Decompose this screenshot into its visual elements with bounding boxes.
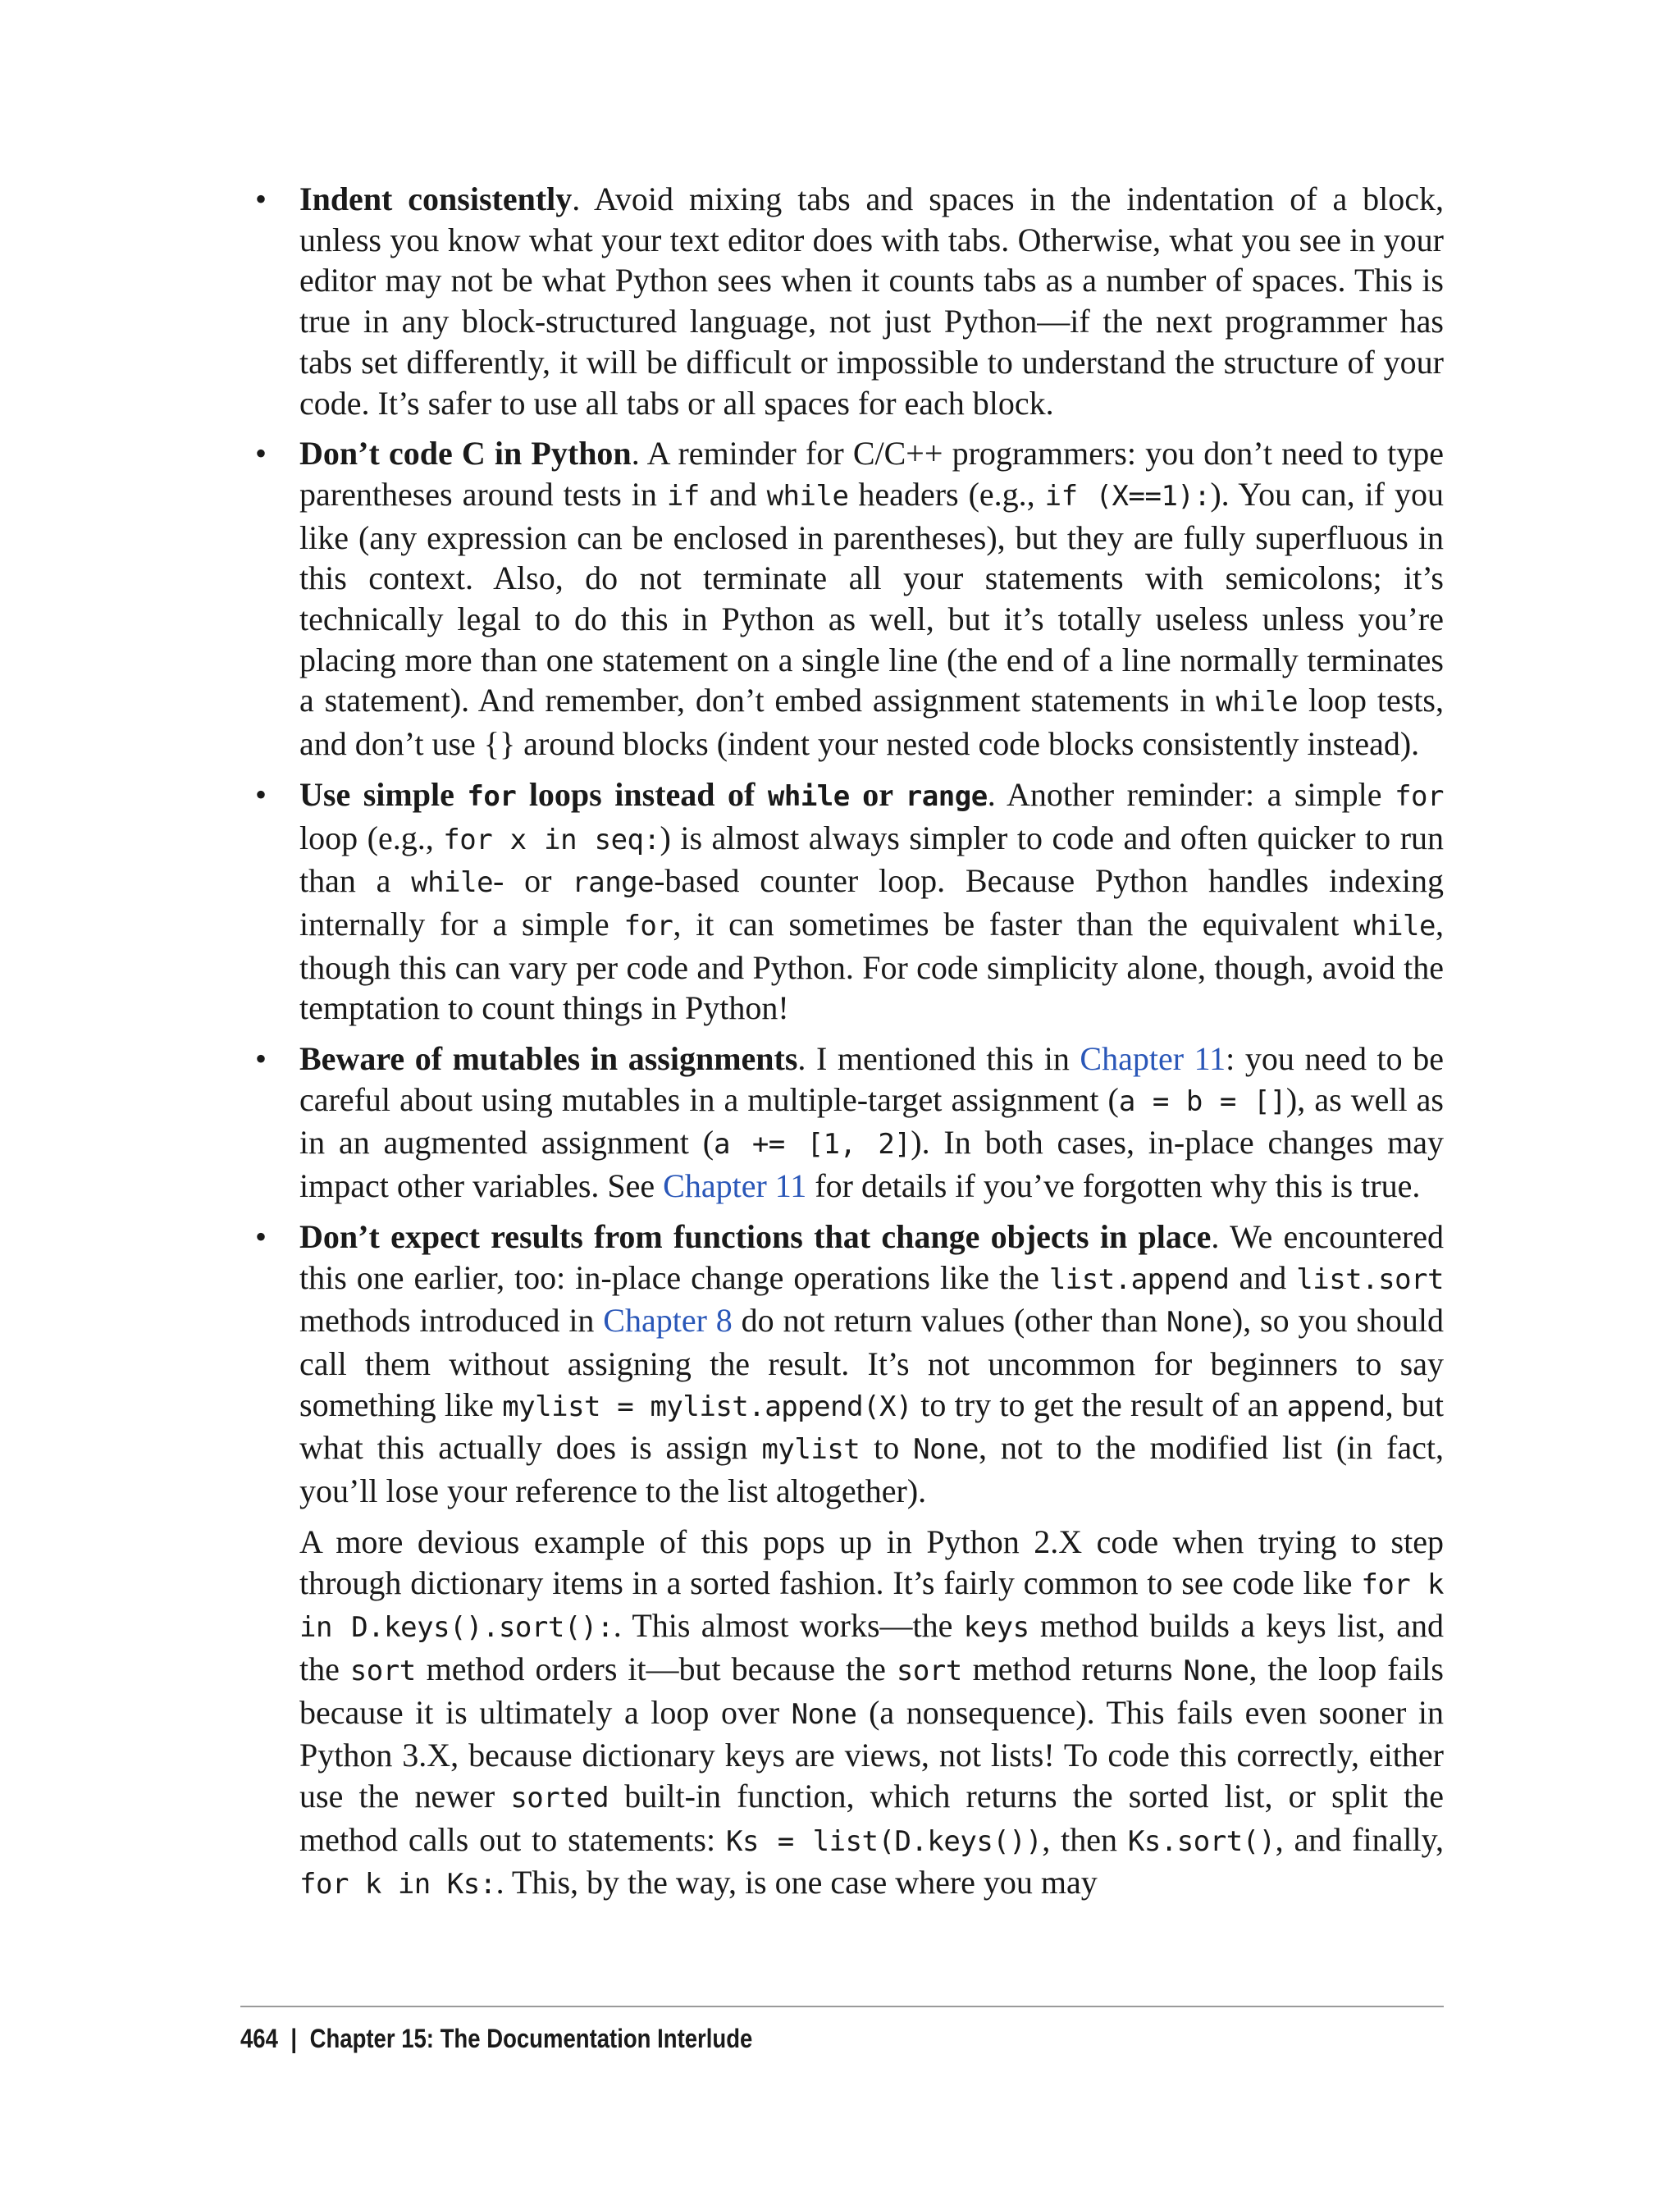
text: built-in function, which returns the sorted list, or split the method calls out to statements:: [299, 1778, 1444, 1858]
list-item-dont-code-c: [250, 433, 1444, 765]
text: ), as well as in an augmented assignment (: [299, 1080, 1445, 1162]
inline-code: for: [1395, 779, 1444, 813]
text: . We encountered this one earlier, too: in-place change operations like the: [299, 1217, 1445, 1296]
text: do not return values (other than: [732, 1302, 1166, 1340]
inline-code: a = b = []: [1118, 1084, 1286, 1118]
bullet-icon: •: [255, 1040, 267, 1078]
text: , it can sometimes be faster than the equivalent: [673, 905, 1354, 943]
inline-code: while: [1354, 909, 1436, 943]
paragraph: [299, 774, 1444, 1029]
item-heading: Indent consistently: [299, 180, 573, 217]
text: method returns: [961, 1650, 1184, 1687]
inline-code: None: [913, 1433, 979, 1467]
paragraph: [299, 1217, 1444, 1512]
inline-code: append: [1286, 1390, 1386, 1423]
chapter-8-link[interactable]: Chapter 8: [603, 1302, 733, 1340]
inline-code: Ks.sort(): [1127, 1824, 1276, 1858]
inline-code: for k in Ks:: [299, 1868, 496, 1901]
inline-code: None: [1183, 1654, 1249, 1687]
text: for details if you’ve forgotten why this is true.: [806, 1167, 1421, 1205]
inline-code: mylist: [761, 1433, 861, 1467]
inline-code: a += [1, 2]: [714, 1128, 911, 1162]
inline-code: None: [791, 1697, 857, 1731]
inline-code: for k in D.keys().sort():: [299, 1568, 1444, 1645]
text: headers (e.g.,: [848, 475, 1045, 513]
inline-code: keys: [963, 1611, 1029, 1645]
inline-code: while: [766, 479, 849, 513]
text: : you need to be careful about using mutables in a multiple-target assignment (: [299, 1040, 1444, 1118]
inline-code: while: [767, 779, 850, 813]
inline-code: None: [1166, 1306, 1232, 1340]
item-heading: [299, 776, 988, 813]
text: to: [860, 1429, 914, 1467]
paragraph: [299, 179, 1444, 423]
inline-code: if: [666, 479, 700, 513]
chapter-11-link[interactable]: Chapter 11: [663, 1167, 807, 1205]
page-number: 464: [240, 2024, 278, 2053]
page-footer: [240, 2006, 1444, 2054]
paragraph: [299, 1039, 1444, 1207]
inline-code: mylist = mylist.append(X): [502, 1390, 912, 1423]
text: ) is almost always simpler to code and often quicker to run than a: [299, 819, 1445, 900]
text: ). You can, if you like (any expression can be enclosed in parentheses), but they are fully superfluous in this context. Also, do not terminate all your statements with semicolons; it’s technically legal to do this in Python as well, but it’s totally useless unless you’re placing more than one statement on a single line (the end of a line normally terminates a statement). And remember, don’t embed assignment statements in: [299, 475, 1444, 719]
inline-code: for: [623, 909, 673, 943]
text: , though this can vary per code and Python. For code simplicity alone, though, avoid the temptation to count things in Python!: [299, 905, 1444, 1027]
text: (a nonsequence). This fails even sooner in Python 3.X, because dictionary keys are views, not lists! To code this correctly, either use the newer: [299, 1693, 1444, 1815]
text: , but what this actually does is assign: [299, 1386, 1444, 1467]
text: . This, by the way, is one case where you may: [495, 1864, 1098, 1901]
inline-code: while: [411, 866, 494, 900]
text: methods introduced in: [299, 1302, 604, 1340]
inline-code: sorted: [510, 1782, 609, 1815]
bullet-icon: •: [255, 775, 267, 813]
text: or: [849, 775, 906, 813]
text: , then: [1042, 1820, 1128, 1858]
list-item-indent-consistently: [250, 179, 1444, 423]
running-footer: [240, 2024, 1276, 2054]
text: . Another reminder: a simple: [987, 775, 1395, 813]
text: . I mentioned this in: [797, 1040, 1080, 1078]
list-item-in-place-results: [250, 1217, 1444, 1512]
list-item-simple-for-loops: [250, 774, 1444, 1029]
inline-code: for x in seq:: [443, 823, 660, 856]
text: Use simple: [299, 775, 468, 813]
text: , the loop fails because it is ultimately a loop over: [299, 1650, 1444, 1731]
inline-code: while: [1216, 686, 1299, 719]
item-heading: Beware of mutables in assignments: [299, 1040, 798, 1078]
inline-code: list.append: [1048, 1262, 1230, 1296]
chapter-11-link[interactable]: Chapter 11: [1080, 1040, 1226, 1078]
text: . A reminder for C/C++ programmers: you don’t need to type parentheses around tests in: [299, 435, 1444, 513]
inline-code: range: [905, 779, 988, 813]
text: loop (e.g.,: [299, 819, 444, 856]
text: and: [699, 475, 767, 513]
bullet-icon: •: [255, 1217, 267, 1255]
inline-code: sort: [349, 1654, 416, 1687]
text: method builds a keys list, and the: [299, 1607, 1444, 1687]
inline-code: if (X==1):: [1044, 479, 1211, 513]
inline-code: range: [572, 866, 655, 900]
inline-code: sort: [896, 1654, 962, 1687]
inline-code: Ks = list(D.keys()): [725, 1824, 1043, 1858]
text: - or: [493, 862, 573, 900]
text: A more devious example of this pops up in Python 2.X code when trying to step through dictionary items in a sorted fashion. It’s fairly common to see code like: [299, 1522, 1444, 1601]
text: loops instead of: [516, 775, 768, 813]
text: . This almost works—the: [613, 1607, 964, 1645]
inline-code: for: [467, 779, 517, 813]
text: . Avoid mixing tabs and spaces in the indentation of a block, unless you know what your text editor does with tabs. Otherwise, what you see in your editor may not be what Python sees when it counts tabs as a number of spaces. This is true in any block-structured language, not just Python—if the next programmer has tabs set differently, it will be difficult or impossible to understand the structure of your code. It’s safer to use all tabs or all spaces for each block.: [299, 180, 1444, 422]
text: loop tests, and don’t use {} around blocks (indent your nested code blocks consistently instead).: [299, 682, 1444, 763]
text: method orders it—but because the: [415, 1650, 897, 1687]
inline-code: list.sort: [1296, 1262, 1444, 1296]
text: , and finally,: [1275, 1820, 1444, 1858]
bullet-icon: •: [255, 435, 267, 472]
text: ). In both cases, in-place changes may impact other variables. See: [299, 1124, 1445, 1205]
item-heading: Don’t expect results from functions that change objects in place: [299, 1217, 1212, 1255]
footer-separator: |: [290, 2024, 298, 2053]
text: , not to the modified list (in fact, you’ll lose your reference to the list altogether).: [299, 1429, 1444, 1510]
text: -based counter loop. Because Python handles indexing internally for a simple: [299, 862, 1445, 943]
item-heading: Don’t code C in Python: [299, 435, 632, 472]
footer-rule: [240, 2006, 1444, 2007]
list-item-mutables: [250, 1039, 1444, 1207]
text: to try to get the result of an: [911, 1386, 1287, 1423]
continuation-paragraph: [250, 1522, 1444, 1906]
text: ), so you should call them without assigning the result. It’s not uncommon for beginners to say something like: [299, 1302, 1444, 1423]
bullet-icon: •: [255, 180, 267, 217]
chapter-title: Chapter 15: The Documentation Interlude: [309, 2024, 753, 2053]
page-body: [250, 179, 1444, 1906]
text: and: [1229, 1258, 1297, 1296]
paragraph: [299, 433, 1444, 765]
